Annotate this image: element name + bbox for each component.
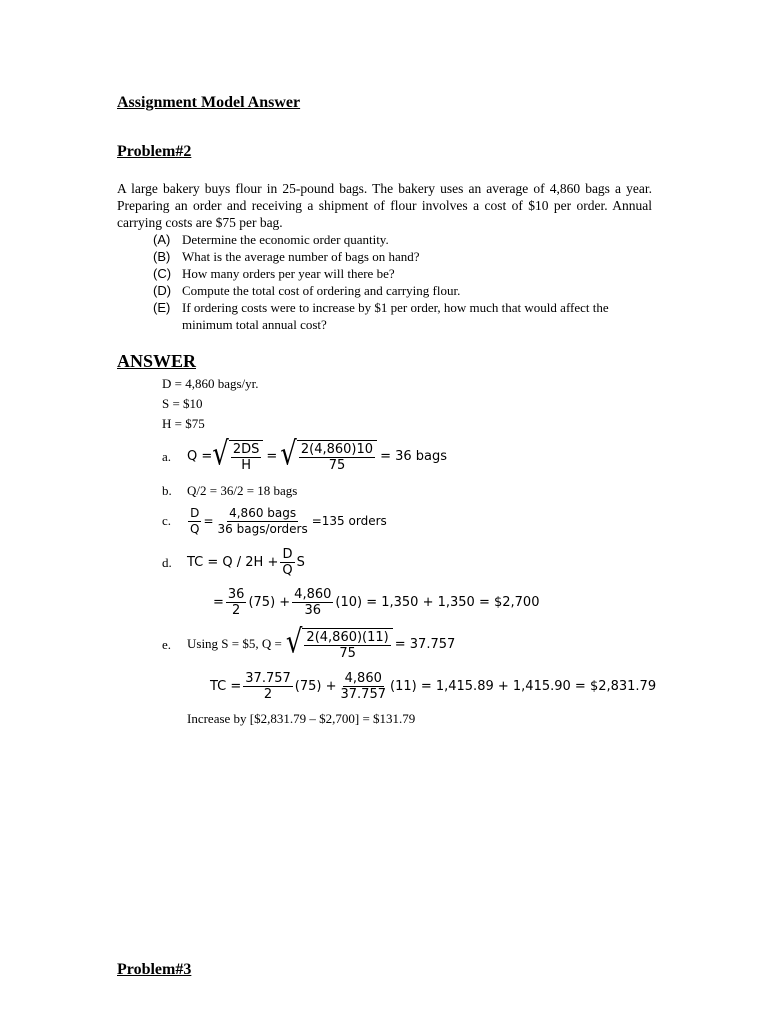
question-label: (A) [153, 232, 171, 247]
fraction-denominator: H [241, 457, 251, 473]
question-item [153, 248, 652, 265]
fraction-numerator: 37.757 [245, 670, 291, 686]
tc-lhs: TC = [210, 678, 242, 694]
new-total-cost-result: (11) = 1,415.89 + 1,415.90 = $2,831.79 [390, 678, 657, 694]
sqrt-expression: √ $\frac{2DS}{H}$ [212, 440, 263, 473]
given-order-cost: S = $10 [162, 396, 203, 411]
answer-c-label: c. [162, 513, 172, 528]
fraction-denominator: 75 [328, 457, 346, 473]
question-label: (E) [153, 300, 171, 315]
problem-2-heading: Problem#2 [117, 143, 192, 160]
fraction-denominator: 2 [263, 686, 273, 702]
new-eoq-formula [187, 624, 455, 664]
given-demand: D = 4,860 bags/yr. [162, 376, 259, 391]
problem-3-heading: Problem#3 [117, 961, 192, 978]
question-item [153, 265, 652, 282]
fraction-denominator: 36 [304, 602, 322, 618]
fraction-numerator: 2(4,860)(11) [306, 629, 389, 645]
cost-increase: Increase by [$2,831.79 – $2,700] = $131.79 [187, 711, 416, 726]
question-text: Compute the total cost of ordering and carrying flour. [182, 283, 461, 298]
given-holding-cost: H = $75 [162, 416, 205, 431]
calc-term: (75) + [294, 678, 337, 694]
question-text: Determine the economic order quantity. [182, 232, 389, 247]
fraction-denominator: 37.757 [340, 686, 386, 702]
new-total-cost-calculation [210, 667, 656, 705]
question-item [153, 282, 652, 299]
fraction-denominator: 2 [232, 602, 241, 618]
equals-sign: = [203, 514, 214, 528]
equals-sign: = [213, 594, 224, 610]
question-item [153, 231, 652, 248]
answer-d-label: d. [162, 555, 172, 570]
fraction-numerator: 2(4,860)10 [300, 441, 374, 457]
question-text: How many orders per year will there be? [182, 266, 395, 281]
fraction-numerator: D [190, 505, 200, 520]
fraction-numerator: 4,860 [344, 670, 382, 686]
answer-b-label: b. [162, 483, 172, 498]
fraction-denominator: Q [190, 521, 200, 536]
fraction-numerator: 4,860 [294, 586, 332, 602]
page-title: Assignment Model Answer [117, 94, 301, 111]
calc-term: (75) + [248, 594, 291, 610]
eoq-lhs: Q = [187, 448, 213, 464]
total-cost-calculation [213, 583, 539, 621]
tc-rhs: S [296, 554, 305, 570]
sqrt-expression: √ $\frac{2(4,860)(11)}{75}$ [286, 628, 393, 661]
average-inventory: Q/2 = 36/2 = 18 bags [187, 483, 298, 498]
question-label: (D) [153, 283, 172, 298]
question-label: (B) [153, 249, 171, 264]
fraction-numerator: D [282, 546, 293, 562]
sqrt-expression: √ $\frac{2(4,860)10}{75}$ [280, 440, 377, 473]
fraction-denominator: 36 bags/orders [217, 521, 308, 536]
question-text: What is the average number of bags on hand? [182, 249, 420, 264]
eoq-result: = 36 bags [380, 448, 448, 464]
answer-heading: ANSWER [117, 351, 197, 371]
total-cost-result: (10) = 1,350 + 1,350 = $2,700 [335, 594, 540, 610]
fraction-numerator: 36 [227, 586, 245, 602]
question-text: If ordering costs were to increase by $1 per order, how much that would affect the minimum total annual cost? [182, 300, 609, 332]
question-label: (C) [153, 266, 172, 281]
orders-formula [186, 503, 387, 539]
fraction-numerator: 2DS [232, 441, 260, 457]
equals-sign: = [266, 448, 278, 464]
fraction-denominator: Q [282, 562, 293, 578]
eoq-formula [187, 436, 447, 476]
tc-lhs: TC = Q / 2H + [187, 554, 279, 570]
fraction-numerator: 4,860 bags [229, 505, 297, 520]
problem-2-statement: A large bakery buys flour in 25-pound bags. The bakery uses an average of 4,860 bags a year. Preparing an order and receiving a shipment of flour involves a cost of $10 per order. Annual carrying costs are $75 per bag. [117, 181, 652, 230]
new-eoq-result: = 37.757 [394, 636, 456, 652]
answer-a-label: a. [162, 449, 172, 464]
total-cost-formula [187, 544, 305, 580]
fraction-denominator: 75 [339, 645, 356, 661]
orders-result: =135 orders [311, 514, 387, 528]
question-item [153, 299, 652, 333]
new-eoq-lhs: Using S = $5, Q = [187, 636, 282, 651]
answer-e-label: e. [162, 637, 172, 652]
